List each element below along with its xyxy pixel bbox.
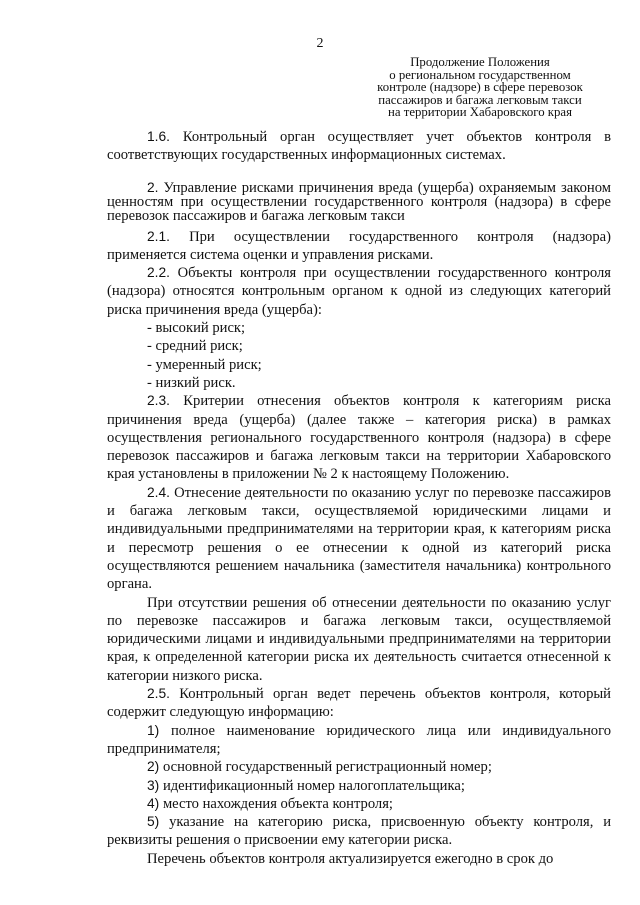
clause-text: Контрольный орган осуществляет учет объектов контроля в соответствующих государственных информационных системах. [107,129,612,164]
clause-text: Отнесение деятельности по оказанию услуг по перевозке пассажиров и багажа легковым такси, осуществляемой юридическими лицами и индивидуальными предпринимателями на территории края, к категориям риска и пересмотр решения о ее отнесении к одной из категорий риска осуществляются решением начальника (заместителя начальника) контрольного органа. [107,484,611,593]
paragraph-1-6 [107,128,611,165]
list-item [107,777,611,795]
paragraph-default-risk: При отсутствии решения об отнесении деятельности по оказанию услуг по перевозке пассажиров и багажа легковым такси, осуществляемой юридическими лицами и индивидуальными предпринимателями на территории края, к определенной категории риска их деятельность считается отнесенной к категории низкого риска. [107,594,611,684]
header-line: Продолжение Положения [410,55,550,69]
header-line: контроле (надзоре) в сфере перевозок [377,80,583,95]
item-text: основной государственный регистрационный номер; [162,759,492,776]
item-number: 4) [147,795,160,811]
item-number: 2) [147,759,160,775]
clause-text: Контрольный орган ведет перечень объектов контроля, который содержит следующую информацию: [107,686,611,721]
clause-text: При осуществлении государственного контроля (надзора) применяется система оценки и управления рисками. [107,228,611,263]
clause-number: 2.3. [147,393,171,409]
clause-text: Критерии отнесения объектов контроля к категориям риска причинения вреда (ущерба) (далее также – категория риска) в рамках осуществления регионального государственного контроля (надзора) в сфере перевозок пассажиров и багажа легковым такси на территории Хабаровского края установлены в приложении № 2 к настоящему Положению. [107,393,612,483]
item-text: указание на категорию риска, присвоенную объекту контроля, и реквизиты решения о присвоении ему категории риска. [107,814,611,849]
risk-category-list [107,319,611,392]
document-body [107,128,611,868]
item-text: место нахождения объекта контроля; [162,795,393,812]
header-line: пассажиров и багажа легковым такси [378,92,582,107]
item-number: 3) [147,777,160,793]
section-title-text: Управление рисками причинения вреда (ущерба) охраняемым законом ценностям при осуществлении государственного контроля (надзора) в сфере перевозок пассажиров и багажа легковым такси [107,179,611,224]
page-number: 2 [316,36,324,51]
item-number: 5) [147,814,160,830]
section-number: 2. [147,179,159,195]
object-info-list [107,722,611,850]
clause-number: 2.5. [147,686,171,702]
list-item: - умеренный риск; [147,356,262,373]
paragraph-2-2 [107,264,611,319]
appendix-header [360,56,600,119]
section-2-title [107,181,611,223]
item-text: идентификационный номер налогоплательщика; [162,777,465,794]
list-item: - высокий риск; [147,320,246,337]
clause-number: 1.6. [147,129,171,144]
list-item: - средний риск; [147,338,243,355]
item-number: 1) [147,722,160,738]
clause-text: Объекты контроля при осуществлении государственного контроля (надзора) относятся контрольным органом к одной из следующих категорий риска причинения вреда (ущерба): [107,265,611,318]
paragraph-2-3 [107,392,611,483]
list-item [107,813,611,850]
header-line: о региональном государственном [389,67,571,82]
paragraph-2-4 [107,484,611,594]
header-line: на территории Хабаровского края [388,105,572,120]
paragraph-2-5 [107,685,611,722]
paragraph-list-update: Перечень объектов контроля актуализируется ежегодно в срок до [147,850,554,867]
list-item: - низкий риск. [147,374,236,391]
paragraph-2-1 [107,228,611,265]
list-item [107,758,611,776]
list-item [107,795,611,813]
clause-number: 2.4. [147,484,171,500]
clause-number: 2.1. [147,228,171,244]
clause-number: 2.2. [147,265,171,281]
list-item [107,722,611,759]
item-text: полное наименование юридического лица или индивидуального предпринимателя; [107,722,612,757]
